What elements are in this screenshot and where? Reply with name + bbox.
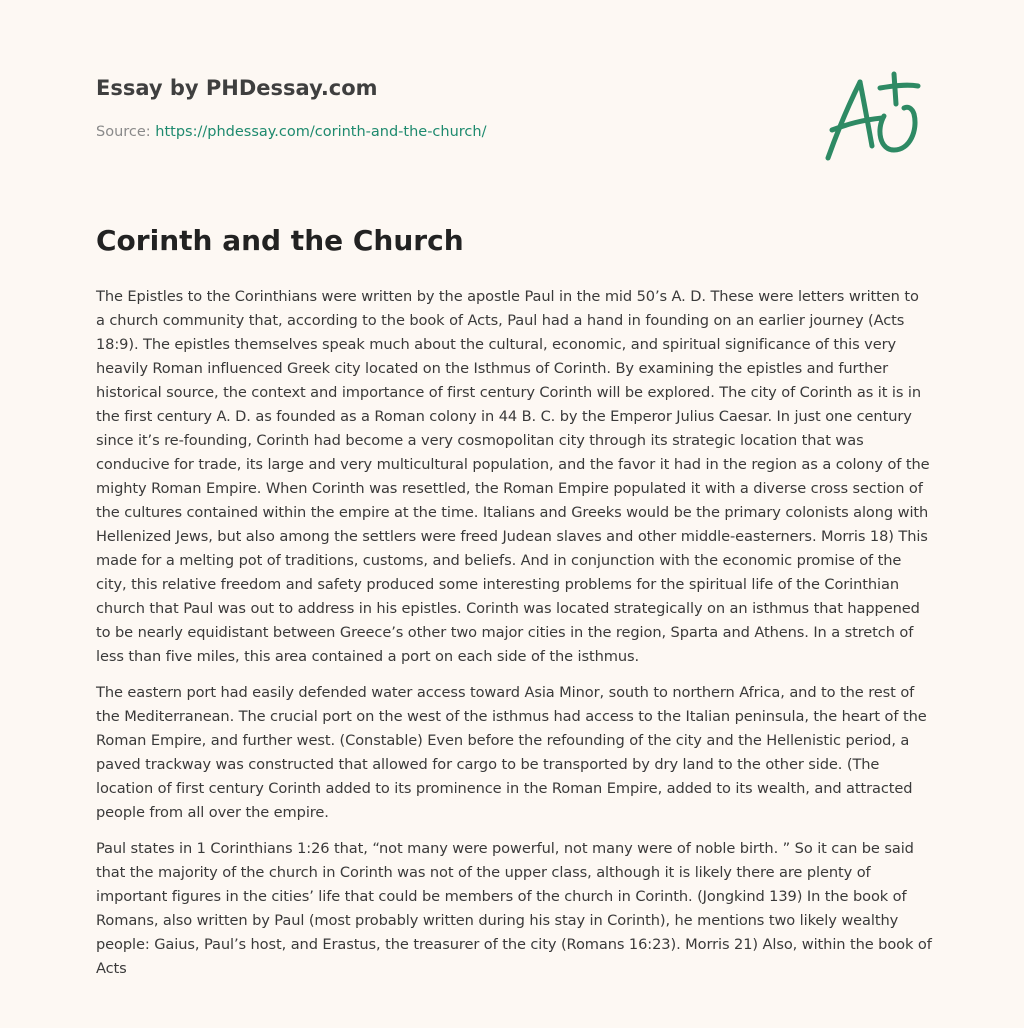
essay-body bbox=[96, 285, 932, 993]
essay-paragraph: The eastern port had easily defended water access toward Asia Minor, south to northern Africa, and to the rest of the Mediterranean. The crucial port on the west of the isthmus had access to the Italian peninsula, the heart of the Roman Empire, and further west. (Constable) Even before the refounding of the city and the Hellenistic period, a paved trackway was constructed that allowed for cargo to be transported by dry land to the other side. (The location of first century Corinth added to its prominence in the Roman Empire, added to its wealth, and attracted people from all over the empire. bbox=[96, 684, 927, 821]
source-link[interactable]: https://phdessay.com/corinth-and-the-church/ bbox=[155, 124, 487, 140]
source-line bbox=[96, 124, 486, 140]
a-plus-logo-icon bbox=[818, 68, 928, 164]
essay-title: Corinth and the Church bbox=[96, 224, 464, 257]
essay-paragraph: The Epistles to the Corinthians were written by the apostle Paul in the mid 50’s A. D. These were letters written to a church community that, according to the book of Acts, Paul had a hand in founding on an earlier journey (Acts 18:9). The epistles themselves speak much about the cultural, economic, and spiritual significance of this very heavily Roman influenced Greek city located on the Isthmus of Corinth. By examining the epistles and further historical source, the context and importance of first century Corinth will be explored. The city of Corinth as it is in the first century A. D. as founded as a Roman colony in 44 B. C. by the Emperor Julius Caesar. In just one century since it’s re-founding, Corinth had become a very cosmopolitan city through its strategic location that was conducive for trade, its large and very multicultural population, and the favor it had in the region as a colony of the mighty Roman Empire. When Corinth was resettled, the Roman Empire populated it with a diverse cross section of the cultures contained within the empire at the time. Italians and Greeks would be the primary colonists along with Hellenized Jews, but also among the settlers were freed Judean slaves and other middle-easterners. Morris 18) This made for a melting pot of traditions, customs, and beliefs. And in conjunction with the economic promise of the city, this relative freedom and safety produced some interesting problems for the spiritual life of the Corinthian church that Paul was out to address in his epistles. Corinth was located strategically on an isthmus that happened to be nearly equidistant between Greece’s other two major cities in the region, Sparta and Athens. In a stretch of less than five miles, this area contained a port on each side of the isthmus. bbox=[96, 288, 930, 665]
essay-paragraph: Paul states in 1 Corinthians 1:26 that, “not many were powerful, not many were of noble birth. ” So it can be said that the majority of the church in Corinth was not of the upper class, although it is likely there are plenty of important figures in the cities’ life that could be members of the church in Corinth. (Jongkind 139) In the book of Romans, also written by Paul (most probably written during his stay in Corinth), he mentions two likely wealthy people: Gaius, Paul’s host, and Erastus, the treasurer of the city (Romans 16:23). Morris 21) Also, within the book of Acts bbox=[96, 840, 932, 977]
source-label: Source: bbox=[96, 124, 151, 140]
site-title: Essay by PHDessay.com bbox=[96, 76, 378, 100]
